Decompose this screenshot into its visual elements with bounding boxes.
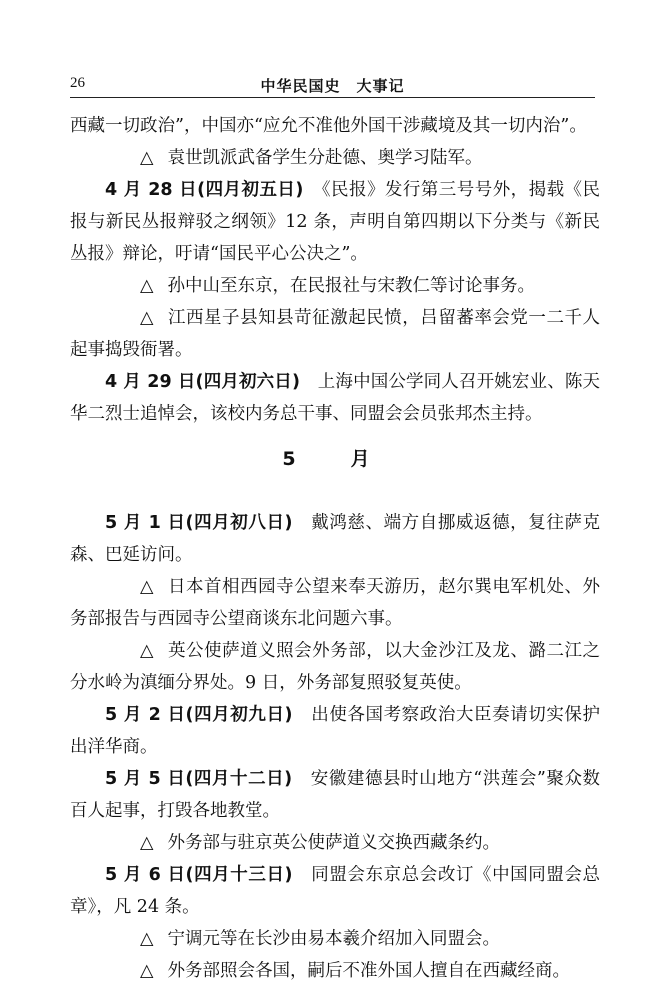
triangle-marker: △: [140, 276, 154, 296]
month-heading: 5 月: [282, 448, 388, 470]
entry-continuation: 西藏一切政治”，中国亦“应允不准他外国干涉藏境及其一切内治”。: [70, 116, 587, 136]
dated-entry: 5 月 1 日(四月初八日) 戴鸿慈、端方自挪威返德，复往萨克森、巴延访问。: [70, 513, 600, 565]
dated-entry: 5 月 5 日(四月十二日) 安徽建德县时山地方“洪莲会”聚众数百人起事，打毁各地教堂。: [70, 769, 600, 821]
entry: △ 外务部照会各国，嗣后不准外国人擅自在西藏经商。: [70, 955, 600, 987]
entry: △ 宁调元等在长沙由易本羲介绍加入同盟会。: [70, 923, 600, 955]
dated-entry: 5 月 6 日(四月十三日) 同盟会东京总会改订《中国同盟会总章》，凡 24 条。: [70, 865, 600, 917]
triangle-marker: △: [140, 577, 154, 597]
running-header: [70, 75, 595, 98]
triangle-marker: △: [140, 929, 154, 949]
entry: △ 日本首相西园寺公望来奉天游历，赵尔巽电军机处、外务部报告与西园寺公望商谈东北问题六事。: [70, 571, 600, 635]
page-number: 26: [70, 75, 85, 91]
page-body: [70, 110, 600, 987]
entry: △ 英公使萨道义照会外务部，以大金沙江及龙、潞二江之分水岭为滇缅分界处。9 日，外务部复照驳复英使。: [70, 635, 600, 699]
triangle-marker: △: [140, 833, 154, 853]
dated-entry: 5 月 2 日(四月初九日) 出使各国考察政治大臣奏请切实保护出洋华商。: [70, 705, 600, 757]
dated-entry: 4 月 28 日(四月初五日) 《民报》发行第三号号外，揭载《民报与新民丛报辩驳之纲领》12 条，声明自第四期以下分类与《新民丛报》辩论，吁请“国民平心公决之”。: [70, 180, 601, 264]
entry-date: 5 月 1 日(四月初八日): [105, 513, 293, 533]
running-title: 中华民国史 大事记: [260, 77, 405, 95]
entry: △ 孙中山至东京，在民报社与宋教仁等讨论事务。: [70, 270, 600, 302]
entry-date: 4 月 29 日(四月初六日): [105, 372, 300, 392]
entry-date: 5 月 2 日(四月初九日): [105, 705, 293, 725]
dated-entry: 4 月 29 日(四月初六日) 上海中国公学同人召开姚宏业、陈天华二烈士追悼会，该校内务总干事、同盟会会员张邦杰主持。: [70, 372, 601, 424]
triangle-marker: △: [140, 641, 154, 661]
entry-date: 5 月 6 日(四月十三日): [105, 865, 293, 885]
entry-date: 4 月 28 日(四月初五日): [105, 180, 304, 200]
entry: △ 外务部与驻京英公使萨道义交换西藏条约。: [70, 827, 600, 859]
entry-date: 5 月 5 日(四月十二日): [105, 769, 293, 789]
triangle-marker: △: [140, 961, 154, 981]
triangle-marker: △: [140, 148, 154, 168]
triangle-marker: △: [140, 308, 154, 328]
entry: △ 袁世凯派武备学生分赴德、奥学习陆军。: [70, 142, 600, 174]
entry: △ 江西星子县知县苛征激起民愤，吕留蕃率会党一二千人起事捣毁衙署。: [70, 302, 600, 366]
